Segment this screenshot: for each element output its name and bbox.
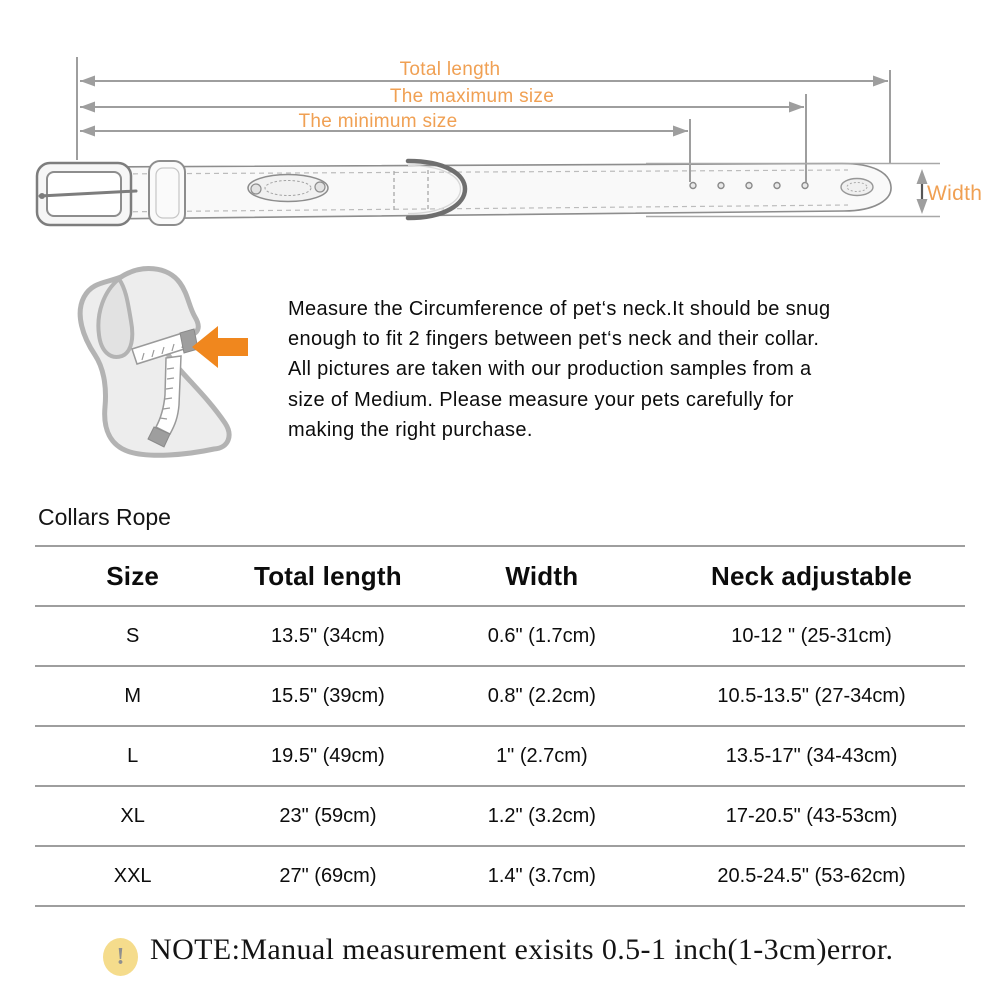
instruction-line: size of Medium. Please measure your pets carefully for: [288, 388, 794, 411]
instruction-line: making the right purchase.: [288, 418, 533, 441]
table-header-row: [35, 546, 965, 606]
total-length-cell: 13.5" (34cm): [230, 606, 425, 666]
neck-adjustable-cell: 10.5-13.5" (27-34cm): [658, 666, 965, 726]
size-cell: M: [35, 666, 230, 726]
instruction-line: All pictures are taken with our production samples from a: [288, 358, 812, 381]
collar-diagram: [0, 0, 1000, 250]
instruction-line: Measure the Circumference of pet‘s neck.It should be snug: [288, 298, 831, 320]
exclamation-icon: !: [103, 938, 138, 976]
column-header-total-length: Total length: [230, 546, 425, 606]
maximum-size-label: The maximum size: [389, 86, 555, 107]
total-length-label: Total length: [399, 59, 501, 80]
size-cell: XL: [35, 786, 230, 846]
table-row: [35, 786, 965, 846]
note-text: NOTE:Manual measurement exisits 0.5-1 inch(1-3cm)error.: [150, 933, 894, 966]
instruction-line: enough to fit 2 fingers between pet‘s neck and their collar.: [288, 328, 820, 351]
neck-adjustable-cell: 20.5-24.5" (53-62cm): [658, 846, 965, 906]
width-cell: 0.6" (1.7cm): [426, 606, 659, 666]
brand-plate: [248, 175, 328, 202]
width-cell: 0.8" (2.2cm): [426, 666, 659, 726]
neck-adjustable-cell: 17-20.5" (43-53cm): [658, 786, 965, 846]
neck-adjustable-cell: 13.5-17" (34-43cm): [658, 726, 965, 786]
total-length-cell: 15.5" (39cm): [230, 666, 425, 726]
size-cell: XXL: [35, 846, 230, 906]
total-length-cell: 23" (59cm): [230, 786, 425, 846]
table-row: [35, 666, 965, 726]
total-length-cell: 27" (69cm): [230, 846, 425, 906]
table-row: [35, 726, 965, 786]
buckle: [37, 163, 136, 225]
column-header-neck-adjustable: Neck adjustable: [658, 546, 965, 606]
collar-strap: [96, 164, 891, 220]
size-cell: L: [35, 726, 230, 786]
measuring-instructions: [288, 294, 948, 445]
size-table: [35, 545, 965, 907]
size-cell: S: [35, 606, 230, 666]
column-header-size: Size: [35, 546, 230, 606]
tip-stamp: [841, 179, 873, 196]
width-cell: 1" (2.7cm): [426, 726, 659, 786]
table-row: [35, 606, 965, 666]
table-title: Collars Rope: [38, 504, 171, 530]
width-label: Width: [927, 182, 983, 205]
neck-adjustable-cell: 10-12 " (25-31cm): [658, 606, 965, 666]
arrow-icon: [192, 326, 248, 368]
width-cell: 1.4" (3.7cm): [426, 846, 659, 906]
minimum-size-label: The minimum size: [298, 111, 458, 132]
dog-measure-illustration: [46, 257, 258, 463]
width-cell: 1.2" (3.2cm): [426, 786, 659, 846]
total-length-cell: 19.5" (49cm): [230, 726, 425, 786]
table-row: [35, 846, 965, 906]
keeper-loop: [149, 161, 185, 225]
column-header-width: Width: [426, 546, 659, 606]
